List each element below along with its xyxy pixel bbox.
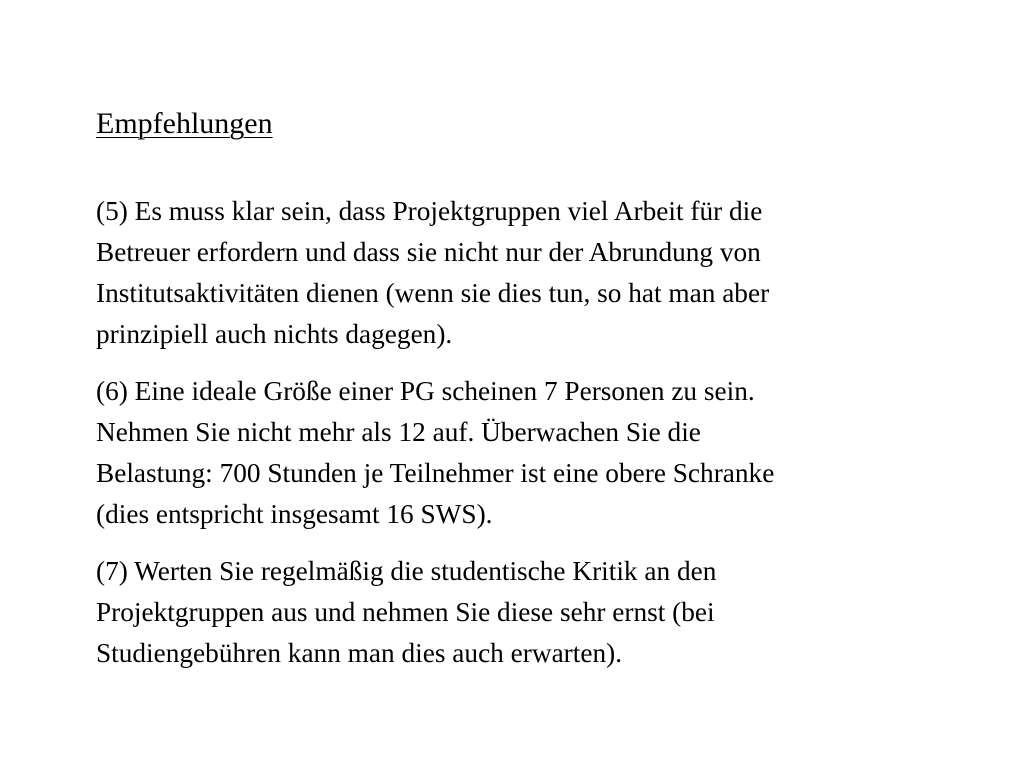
paragraph-line: Nehmen Sie nicht mehr als 12 auf. Überwachen Sie die [96,417,701,447]
paragraph-line: Studiengebühren kann man dies auch erwarten). [96,638,623,668]
paragraph-line: (5) Es muss klar sein, dass Projektgruppen viel Arbeit für die [96,196,763,226]
paragraph-recommendation-6 [96,371,956,535]
paragraph-line: Projektgruppen aus und nehmen Sie diese sehr ernst (bei [96,597,715,627]
paragraph-recommendation-5 [96,191,956,355]
paragraph-recommendation-7 [96,551,956,674]
paragraph-line: (6) Eine ideale Größe einer PG scheinen 7 Personen zu sein. [96,376,755,406]
paragraph-line: (dies entspricht insgesamt 16 SWS). [96,499,493,529]
paragraph-line: Belastung: 700 Stunden je Teilnehmer ist eine obere Schranke [96,458,775,488]
paragraph-line: prinzipiell auch nichts dagegen). [96,319,453,349]
paragraph-line: Institutsaktivitäten dienen (wenn sie dies tun, so hat man aber [96,278,770,308]
slide-body [96,191,956,690]
slide-title: Empfehlungen [96,107,273,140]
paragraph-line: Betreuer erfordern und dass sie nicht nur der Abrundung von [96,237,761,267]
paragraph-line: (7) Werten Sie regelmäßig die studentische Kritik an den [96,556,717,586]
